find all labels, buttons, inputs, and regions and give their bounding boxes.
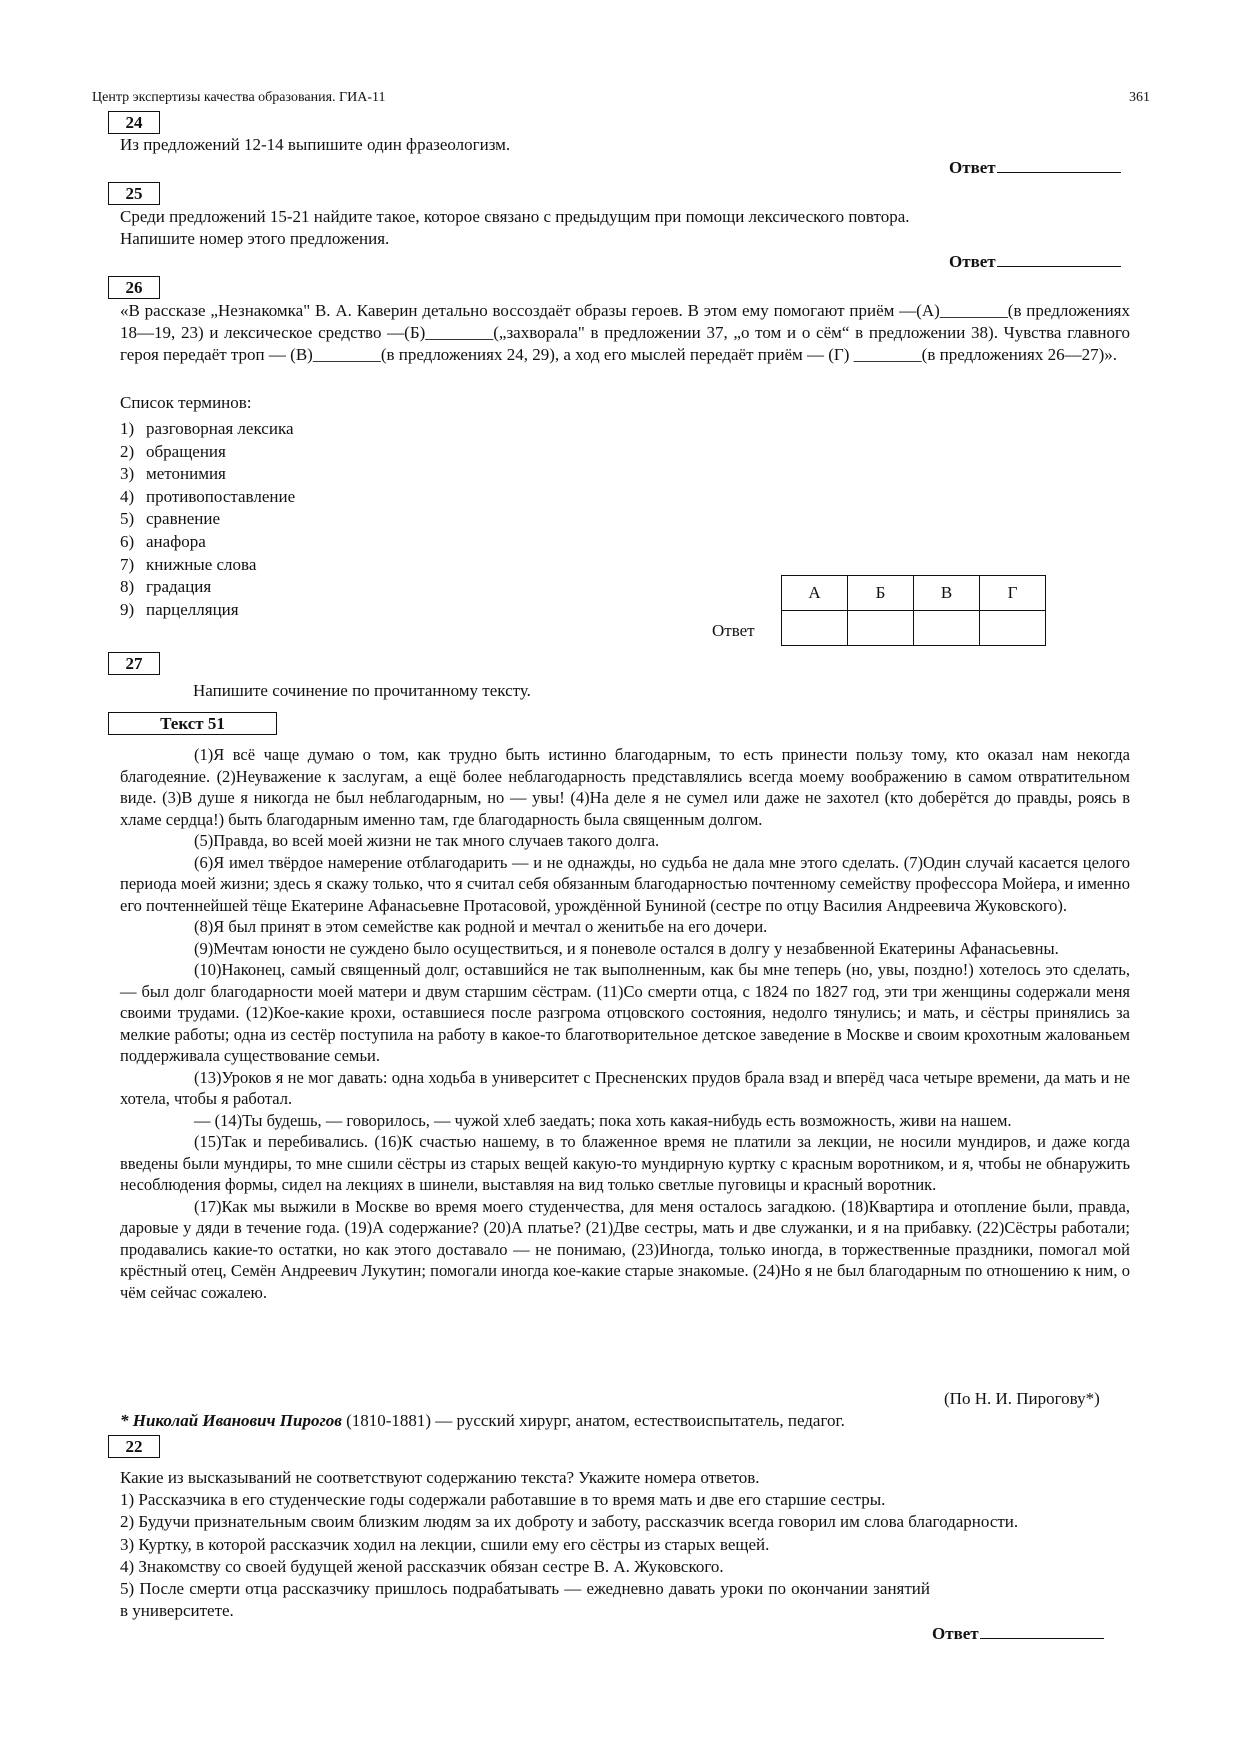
task-22-answer[interactable] xyxy=(932,1622,1104,1644)
answer-blank[interactable] xyxy=(997,156,1121,173)
answer-cell-v[interactable] xyxy=(914,611,980,646)
task-25-line1: Среди предложений 15-21 найдите такое, которое связано с предыдущим при помощи лексического повтора. xyxy=(120,207,910,226)
task-22-option: 2) Будучи признательным своим близким людям за их доброту и заботу, рассказчик всегда говорил им слова благодарности. xyxy=(120,1512,1019,1532)
task-27-text: Напишите сочинение по прочитанному тексту. xyxy=(193,681,531,700)
paragraph: (9)Мечтам юности не суждено было осуществиться, и я поневоле остался в долгу у незабвенной Екатерины Афанасьевны. xyxy=(194,938,1059,958)
answer-cell-g[interactable] xyxy=(980,611,1046,646)
task-number-22: 22 xyxy=(108,1435,160,1458)
task-24-answer[interactable] xyxy=(949,156,1121,178)
task-22-option: 5) После смерти отца рассказчику пришлось подрабатывать — ежедневно давать уроки по окончании занятий в университете. xyxy=(120,1579,930,1621)
term-item: 7) книжные слова xyxy=(120,554,257,574)
footnote xyxy=(120,1410,845,1432)
term-item: 4) противопоставление xyxy=(120,486,296,506)
paragraph: (10)Наконец, самый священный долг, оставшийся не так выполненным, как бы мне теперь (но, увы, поздно!) хотелось это сделать, — был долг благодарности моей матери и двум старшим сёстрам. (11)Со смерти отца, с 1824 по 1827 год, эти три женщины содержали меня своими трудами. (12)Кое-какие крохи, оставшиеся после разгрома отцовского состояния, недолго тянулись; и мать, и сёстры принялись за мелкие работы; одна из сестёр поступила на работу в какое-то благотворительное детское заведение в Москве и своим крохотным жалованьем поддерживала существование семьи. xyxy=(120,960,1130,1065)
task-26-text: «В рассказе „Незнакомка" В. А. Каверин детально воссоздаёт образы героев. В этом ему помогают приём —(А)________(в предложениях 18—19, 23) и лексическое средство —(Б)________(„захворала" в предложении 37, „о том и о сём“ в предложении 38). Чувства главного героя передаёт троп — (В)________(в предложениях 24, 29), а ход его мыслей передаёт приём — (Г) ________(в предложениях 26—27)». xyxy=(120,301,1130,364)
paragraph: (1)Я всё чаще думаю о том, как трудно быть истинно благодарным, то есть принести пользу тому, кто оказал нам некогда благодеяние. (2)Неуважение к заслугам, а ещё более неблагодарность представлялись всегда моему воображению в самом отвратительном виде. (3)В душе я никогда не был неблагодарным, но — увы! (4)На деле я не сумел или даже не захотел (кто доберётся до правды, роясь в хламе сердца!) быть благодарным именно там, где благодарность была священным долгом. xyxy=(120,745,1130,829)
term-item: 9) парцелляция xyxy=(120,599,239,619)
task-25-answer[interactable] xyxy=(949,250,1121,272)
paragraph: — (14)Ты будешь, — говорилось, — чужой хлеб заедать; пока хоть какая-нибудь есть возможность, живи на нашем. xyxy=(194,1110,1012,1130)
paragraph: (5)Правда, во всей моей жизни не так много случаев такого долга. xyxy=(194,831,660,850)
attribution: (По Н. И. Пирогову*) xyxy=(944,1389,1100,1408)
task-number-27: 27 xyxy=(108,652,160,675)
paragraph: (8)Я был принят в этом семействе как родной и мечтал о женитьбе на его дочери. xyxy=(194,917,768,936)
paragraph: (15)Так и перебивались. (16)К счастью нашему, в то блаженное время не платили за лекции, не носили мундиров, и даже когда введены были мундиры, то мне сшили сёстры из старых вещей какую-то мундирную куртку с красным воротником, и я, чтобы не обнаружить несоблюдения формы, сидел на лекциях в шинели, выставляя на вид только светлые пуговицы и красный воротник. xyxy=(120,1132,1130,1194)
answer-label: Ответ xyxy=(949,158,996,177)
answer-blank[interactable] xyxy=(997,250,1121,267)
task-26-answer-label: Ответ xyxy=(712,621,755,640)
header-title: Центр экспертизы качества образования. ГИА-11 xyxy=(92,90,386,105)
task-25-line2: Напишите номер этого предложения. xyxy=(120,229,390,248)
terms-title: Список терминов: xyxy=(120,393,252,412)
answer-column-v: В xyxy=(914,576,980,611)
task-number-24: 24 xyxy=(108,111,160,134)
answer-cell-b[interactable] xyxy=(848,611,914,646)
answer-column-b: Б xyxy=(848,576,914,611)
task-24-text: Из предложений 12-14 выпишите один фразеологизм. xyxy=(120,135,511,154)
task-22-option: 1) Рассказчика в его студенческие годы содержали работавшие в то время мать и две его старшие сестры. xyxy=(120,1490,886,1510)
answer-table xyxy=(781,575,1046,646)
answer-blank[interactable] xyxy=(980,1622,1104,1639)
paragraph: (13)Уроков я не мог давать: одна ходьба в университет с Пресненских прудов брала взад и вперёд часа четыре времени, да мать и не хотела, чтобы я работал. xyxy=(120,1067,1130,1108)
terms-list xyxy=(120,418,295,621)
paragraph: (17)Как мы выжили в Москве во время моего студенчества, для меня осталось загадкою. (18)Квартира и отопление были, правда, даровые у дяди в течение года. (19)А содержание? (20)А платье? (21)Две сестры, мать и две служанки, и я на прибавку. (22)Сёстры работали; продавались какие-то остатки, но как этого доставало — не понимаю, (23)Иногда, только иногда, в торжественные праздники, помогал мой крёстный отец, Семён Андреевич Лукутин; помогали иногда кое-какие старые знакомые. (24)Но я не был благодарным по отношению к ним, о чём сейчас сожалею. xyxy=(120,1196,1130,1302)
task-22-option: 3) Куртку, в которой рассказчик ходил на лекции, сшили ему его сёстры из старых вещей. xyxy=(120,1534,770,1554)
answer-column-g: Г xyxy=(980,576,1046,611)
reading-text xyxy=(120,744,1130,1303)
answer-column-a: А xyxy=(782,576,848,611)
footnote-text: (1810-1881) — русский хирург, анатом, естествоиспытатель, педагог. xyxy=(341,1411,845,1430)
answer-cell-a[interactable] xyxy=(782,611,848,646)
task-22-question: Какие из высказываний не соответствуют содержанию текста? Укажите номера ответов. xyxy=(120,1468,760,1487)
answer-label: Ответ xyxy=(949,252,996,271)
text-title: Текст 51 xyxy=(108,712,277,735)
term-item: 5) сравнение xyxy=(120,509,221,529)
task-22-option: 4) Знакомству со своей будущей женой рассказчик обязан сестре В. А. Жуковского. xyxy=(120,1556,724,1576)
term-item: 8) градация xyxy=(120,577,212,597)
term-item: 3) метонимия xyxy=(120,464,226,484)
task-22 xyxy=(120,1467,1130,1622)
task-number-25: 25 xyxy=(108,182,160,205)
paragraph: (6)Я имел твёрдое намерение отблагодарить — и не однажды, но судьба не дала мне этого сделать. (7)Один случай касается целого периода моей жизни; здесь я скажу только, что я считал себя обязанным благодарностью почтенному семейству профессора Мойера, и именно его почтеннейшей тёще Екатерине Афанасьевне Протасовой, урождённой Буниной (сестре по отцу Василия Андреевича Жуковского). xyxy=(120,852,1130,915)
term-item: 1) разговорная лексика xyxy=(120,419,294,438)
answer-label: Ответ xyxy=(932,1624,979,1643)
footnote-name: * Николай Иванович Пирогов xyxy=(120,1411,342,1430)
term-item: 6) анафора xyxy=(120,531,206,551)
task-number-26: 26 xyxy=(108,276,160,299)
term-item: 2) обращения xyxy=(120,441,226,461)
page-number: 361 xyxy=(1129,90,1150,105)
